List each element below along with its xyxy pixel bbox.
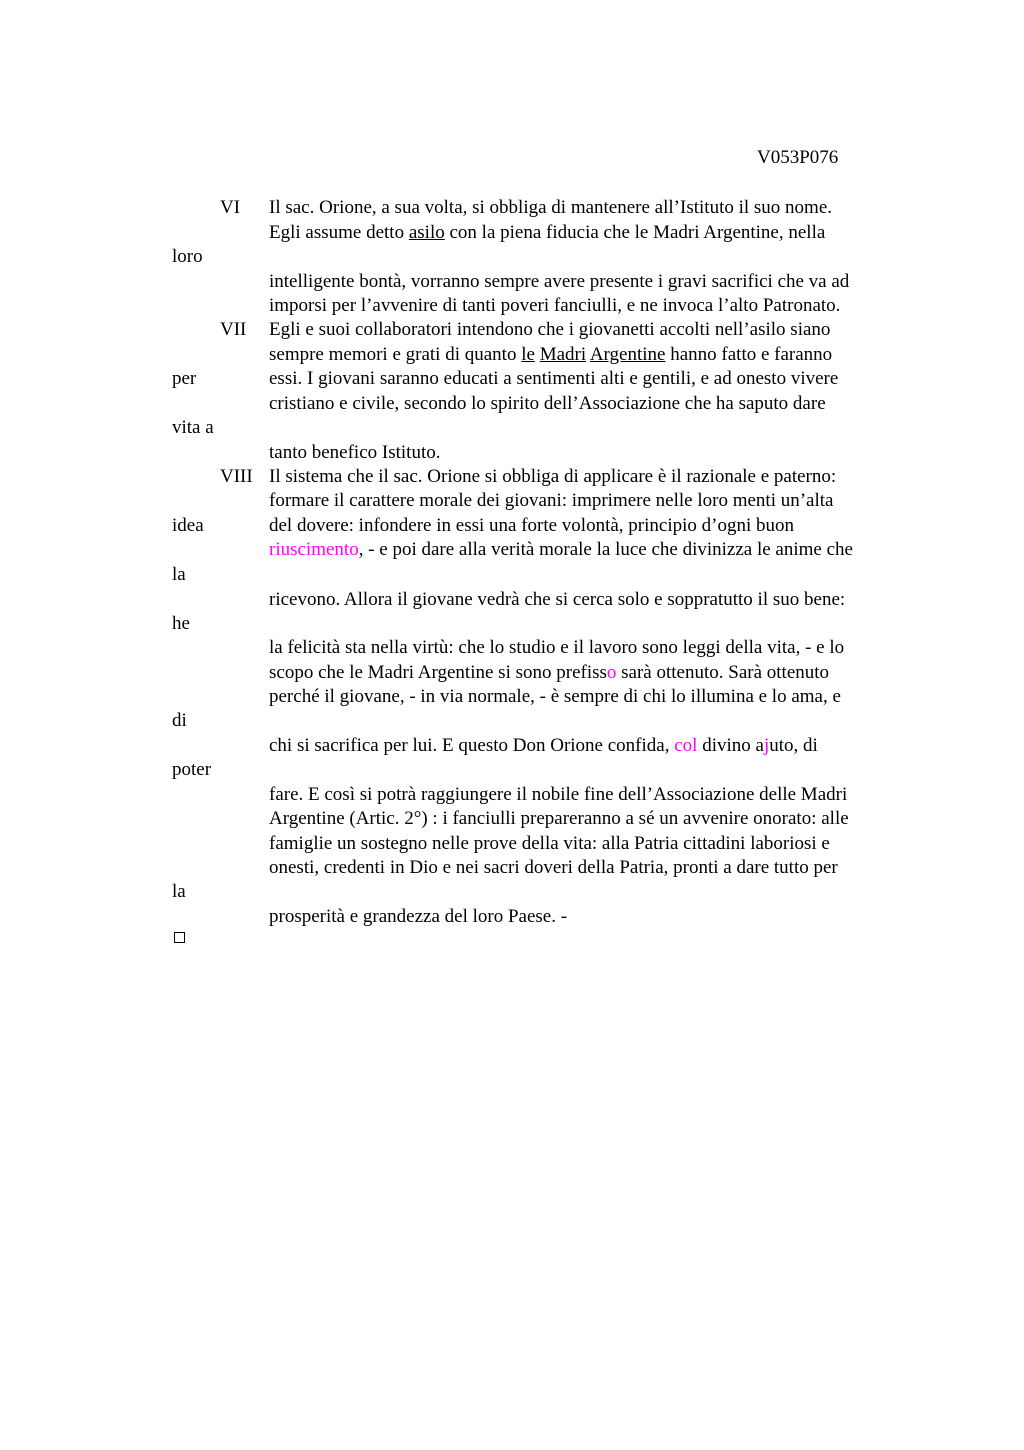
margin-note-row (0, 563, 1024, 587)
section-vii-line-5 (0, 441, 1024, 465)
margin-note-row (0, 709, 1024, 733)
section-viii-line-7 (0, 661, 1024, 685)
text-line: chi si sacrifica per lui. E questo Don Orione confida, col divino ajuto, di (269, 735, 818, 756)
section-viii-line-2 (0, 489, 1024, 513)
text-line: imporsi per l’avvenire di tanti poveri fanciulli, e ne invoca l’alto Patronato. (269, 295, 841, 316)
text-line: essi. I giovani saranno educati a sentimenti alti e gentili, e ad onesto vivere (269, 368, 839, 389)
section-number-vii: VII (220, 319, 247, 340)
highlighted-letter: j (763, 735, 770, 756)
margin-note: he (172, 613, 190, 634)
text-line: tanto benefico Istituto. (269, 442, 441, 463)
section-viii-line-4 (0, 538, 1024, 562)
empty-square-icon (174, 932, 185, 943)
section-vi-line-1 (0, 196, 1024, 220)
section-vii-line-4 (0, 392, 1024, 416)
margin-note-row (0, 416, 1024, 440)
text-line: riuscimento, - e poi dare alla verità morale la luce che divinizza le anime che (269, 539, 853, 560)
margin-note: di (172, 710, 187, 731)
text-line: Il sac. Orione, a sua volta, si obbliga di mantenere all’Istituto il suo nome. (269, 197, 833, 218)
section-number-vi: VI (220, 197, 241, 218)
section-viii-line-6 (0, 636, 1024, 660)
section-viii-line-10 (0, 783, 1024, 807)
text-line: la felicità sta nella virtù: che lo studio e il lavoro sono leggi della vita, - e lo (269, 637, 845, 658)
text-line: del dovere: infondere in essi una forte volontà, principio d’ogni buon (269, 515, 795, 536)
section-viii-line-12 (0, 832, 1024, 856)
underlined-word: le (521, 344, 535, 365)
section-number-viii: VIII (220, 466, 253, 487)
text-line: Argentine (Artic. 2°) : i fanciulli prepareranno a sé un avvenire onorato: alle (269, 808, 849, 829)
margin-note-row (0, 245, 1024, 269)
text-line: Il sistema che il sac. Orione si obbliga di applicare è il razionale e paterno: (269, 466, 837, 487)
section-vi-line-4 (0, 294, 1024, 318)
section-viii-line-5 (0, 588, 1024, 612)
underlined-word: asilo (408, 222, 445, 243)
text-line: onesti, credenti in Dio e nei sacri doveri della Patria, pronti a dare tutto per (269, 857, 838, 878)
margin-note-row (0, 880, 1024, 904)
section-vii-line-2 (0, 343, 1024, 367)
margin-note: vita a (172, 417, 214, 438)
text-line: scopo che le Madri Argentine si sono prefisso sarà ottenuto. Sarà ottenuto (269, 662, 830, 683)
page-id: V053P076 (757, 147, 839, 168)
text-line: Egli assume detto asilo con la piena fiducia che le Madri Argentine, nella (269, 222, 826, 243)
text-line: intelligente bontà, vorranno sempre avere presente i gravi sacrifici che va ad (269, 271, 850, 292)
section-viii-line-9 (0, 734, 1024, 758)
text-line: cristiano e civile, secondo lo spirito dell’Associazione che ha saputo dare (269, 393, 826, 414)
highlighted-word: col (674, 735, 698, 756)
section-viii-line-14 (0, 905, 1024, 929)
text-line: formare il carattere morale dei giovani: imprimere nelle loro menti un’alta (269, 490, 834, 511)
section-vii-line-3 (0, 367, 1024, 391)
text-line: perché il giovane, - in via normale, - è sempre di chi lo illumina e lo ama, e (269, 686, 841, 707)
margin-note: poter (172, 759, 212, 780)
section-viii-line-3 (0, 514, 1024, 538)
section-viii-line-11 (0, 807, 1024, 831)
underlined-word: Argentine (589, 344, 666, 365)
text-line: famiglie un sostegno nelle prove della vita: alla Patria cittadini laboriosi e (269, 833, 830, 854)
section-vi-line-2 (0, 221, 1024, 245)
margin-note-row (0, 758, 1024, 782)
highlighted-letter: o (606, 662, 617, 683)
text-line: fare. E così si potrà raggiungere il nobile fine dell’Associazione delle Madri (269, 784, 848, 805)
section-viii-line-1 (0, 465, 1024, 489)
margin-note: la (172, 564, 186, 585)
margin-note-row (0, 612, 1024, 636)
section-viii-line-13 (0, 856, 1024, 880)
text-line: prosperità e grandezza del loro Paese. - (269, 906, 568, 927)
text-line: Egli e suoi collaboratori intendono che i giovanetti accolti nell’asilo siano (269, 319, 831, 340)
section-vi-line-3 (0, 270, 1024, 294)
section-vii-line-1 (0, 318, 1024, 342)
text-line: sempre memori e grati di quanto le Madri Argentine hanno fatto e faranno (269, 344, 833, 365)
section-viii-line-8 (0, 685, 1024, 709)
margin-note: per (172, 368, 197, 389)
margin-note: idea (172, 515, 204, 536)
text-line: ricevono. Allora il giovane vedrà che si cerca solo e soppratutto il suo bene: (269, 589, 846, 610)
margin-note: loro (172, 246, 203, 267)
highlighted-word: riuscimento (269, 539, 359, 560)
underlined-word: Madri (539, 344, 587, 365)
margin-note: la (172, 881, 186, 902)
